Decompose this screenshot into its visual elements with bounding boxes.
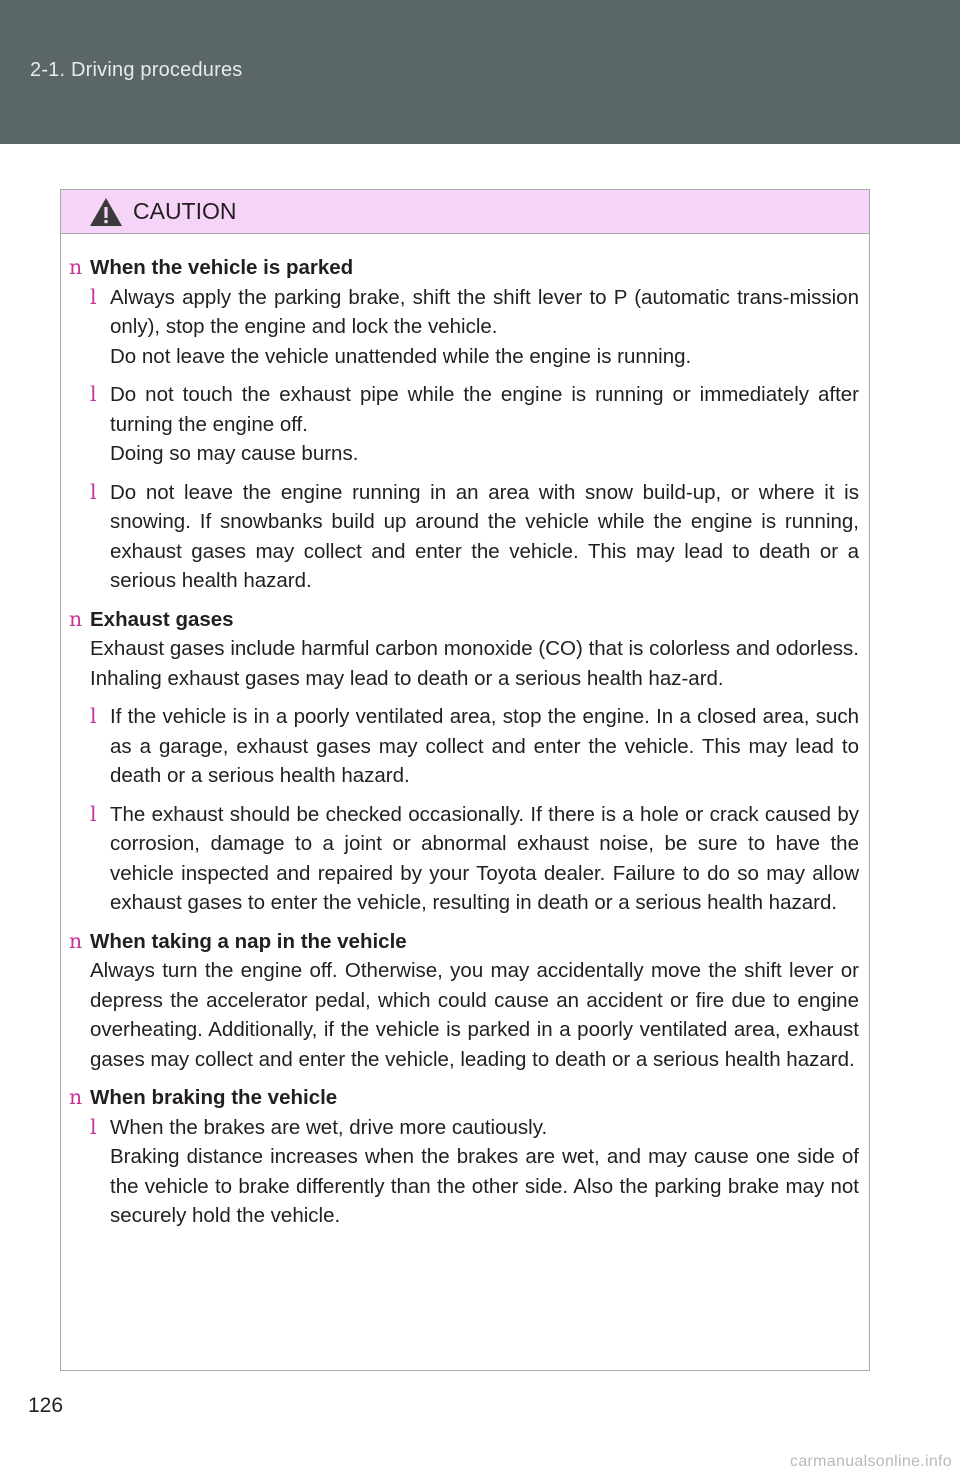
header-band (0, 0, 960, 144)
section-title-text: When the vehicle is parked (90, 256, 354, 279)
list-bullet-icon: l (90, 801, 97, 826)
section-paragraph: Always turn the engine off. Otherwise, you may accidentally move the shift lever or depress the accelerator pedal, which could cause an accident or fire due to engine overheating. Additionally, if the vehicle is parked in a poorly ventilated area, exhaust gases may collect and enter the vehicle, leading to death or a serious health hazard. (90, 959, 859, 1071)
item-text: Do not touch the exhaust pipe while the engine is running or immediately after turning the engine off. (110, 383, 859, 436)
list-item (61, 1113, 859, 1231)
section-bullet-icon: n (69, 255, 83, 279)
section-title-text: Exhaust gases (90, 607, 234, 631)
section-paragraph: Exhaust gases include harmful carbon monoxide (CO) that is colorless and odorless. Inhaling exhaust gases may lead to death or a serious health haz-ard. (90, 637, 859, 690)
item-text: Do not leave the vehicle unattended while the engine is running. (110, 344, 692, 368)
list-bullet-icon: l (90, 284, 97, 309)
section-bullet-icon: n (69, 1085, 83, 1109)
item-text: The exhaust should be checked occasionally. If there is a hole or crack caused by corrosion, damage to a joint or abnormal exhaust noise, be sure to have the vehicle inspected and repaired by your Toyota dealer. Failure to do so may allow exhaust gases to enter the vehicle, resulting in death or a serious health hazard. (110, 802, 859, 914)
list-item (61, 478, 859, 596)
section-title-text: When taking a nap in the vehicle (90, 929, 407, 953)
item-text: When the brakes are wet, drive more cautiously. (110, 1115, 548, 1139)
caution-header (61, 190, 869, 234)
section-bullet-icon: n (69, 928, 83, 953)
section-heading (61, 1083, 859, 1113)
section-exhaust-gases (61, 605, 859, 918)
item-text: Do not leave the engine running in an area with snow build-up, or where it is snowing. If snowbanks build up around the vehicle while the engine is running, exhaust gases may collect and enter the vehicle. This may lead to death or a serious health hazard. (110, 480, 859, 592)
list-item (61, 702, 859, 791)
section-heading (61, 605, 859, 635)
section-title: 2-1. Driving procedures (30, 59, 243, 81)
item-text: Braking distance increases when the brakes are wet, and may cause one side of the vehicle to brake differently than the other side. Also the parking brake may not securely hold the vehicle. (110, 1145, 859, 1227)
list-bullet-icon: l (90, 704, 97, 728)
list-item (61, 800, 859, 918)
list-item (61, 283, 859, 372)
caution-title: CAUTION (133, 198, 237, 224)
warning-triangle-icon (89, 197, 123, 227)
section-title-text: When braking the vehicle (90, 1086, 338, 1109)
section-vehicle-parked (61, 253, 859, 596)
list-bullet-icon: l (90, 479, 97, 504)
watermark: carmanualsonline.info (790, 1453, 952, 1470)
item-text: Always apply the parking brake, shift the shift lever to P (automatic trans-mission only), stop the engine and lock the vehicle. (110, 285, 859, 338)
item-text: Doing so may cause burns. (110, 442, 359, 465)
item-text: If the vehicle is in a poorly ventilated area, stop the engine. In a closed area, such as a garage, exhaust gases may collect and enter the vehicle. This may lead to death or a serious health hazard. (110, 705, 859, 787)
caution-box (60, 189, 870, 1371)
section-nap-in-vehicle (61, 927, 859, 1075)
page-number: 126 (28, 1394, 64, 1417)
list-item (61, 380, 859, 469)
section-heading (61, 253, 859, 283)
section-braking (61, 1083, 859, 1231)
section-heading (61, 927, 859, 957)
section-bullet-icon: n (69, 606, 83, 631)
list-bullet-icon: l (90, 1114, 97, 1139)
list-bullet-icon: l (90, 382, 97, 406)
caution-body (61, 234, 869, 1231)
